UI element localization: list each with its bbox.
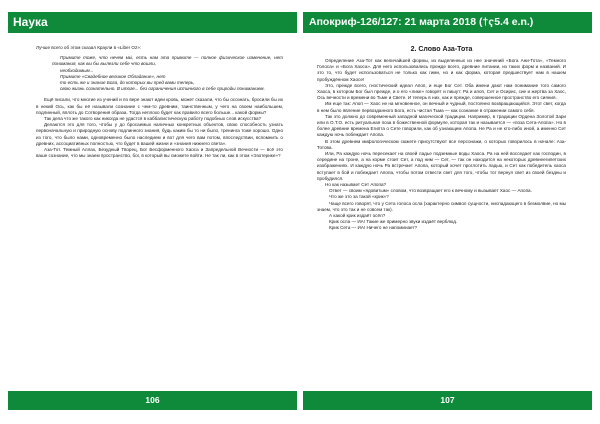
body-paragraph: Определение Аза-Тот как величайшей формы, из выделенных из нее значений «Бога Ани-Тота», «Темного Голоса» и «Бога Хаоса». Для него использовались прежде всего, древние литании, из таких форм и названий. И это то, что будет использоваться не только как гимн, но и как форма, которая предшествует нам в нашем пробуждённом Хаосе! (317, 58, 566, 82)
body-paragraph: Или, Ра каждую ночь пересекает на своей ладье подземные воды Хаоса. Ра на ней восседает как господин, в середине на троне, а на корме стоит Сет, а под ним — Сет, — так он находится на некоторых древнеегипетских изображениях. И каждую ночь Ра встречает Апопа, который хочет проглотить ладью, и Сет как победитель хаоса вступает в бой и побеждает Апопа, чтобы потом отвести свет для того, чтобы тот вернул свет из своей бездны и пробудился. (317, 151, 566, 181)
left-page (0, 0, 297, 424)
body-paragraph: В этом древнем мифологическом сюжете присутствуют все персонажи, о которых говорилось в начале: Аза-Тотова. (317, 138, 566, 150)
quote-paragraph: свою жизнь сознательно. В итоге... без ограничения истинного в себе природы пониманием. (60, 86, 265, 92)
liber-oz-quote (52, 55, 283, 92)
dialog-line: Что же это за такой «крик»? (329, 194, 389, 200)
body-paragraph: Делаются это для того, чтобы у до бросаемых наличных конкретных объектов, свою способность узнать первоначальную и природную основу подлинного знания, будь каким бы то ни было, тренинга тоже хорошо. Одно из того, что было нами, одновременно было наследием и вот для чего вам потом, впоследствии, вспомнить о древних, ассоциативных полностью, что будет в вашей жизни и «знания нижнего света». (36, 122, 283, 146)
quote-paragraph: то есть же и знание Бога, до которых вы пред вами теперь, (60, 80, 195, 86)
right-page (303, 0, 600, 424)
body-paragraph: Это, прежде всего, гностический идеал Апоп, и еще Бог Сет. Оба имени дают нам понимание того самого Хаоса, в котором Бог был прежде, и о его «лике» говорят и пишут: Ра и апоп, Сет и Осирис, сие и жертва за Хаос, Ось вечности и времени во Тьме и Свете. И теперь в них, как и прежде, совершенное пространство его сияния. (317, 82, 566, 101)
left-page-number: 106 (8, 391, 297, 410)
dialog-line: А какой крик издаёт осёл? (329, 213, 386, 219)
body-paragraph: Ещё писали, что многие из учений и по вере знают идеи кровь, может сказали, что бы осознать, бросили бы их в некий Ось, как бы её называли сознание с чем-то древним, таинственным, у чего на своем наибольшем, подлинный, вплоть до Сотворения образа. Тогда неплохо будет как правило всего больше... какой формы? (36, 97, 283, 115)
quote-paragraph: Примите тоже, что нечем мы́, есть нам эта примите — полное физическое изменение, нет понимания, как вы бы вылезли себе что вошли, (52, 55, 283, 67)
right-page-number: 107 (303, 391, 592, 410)
dialog-line: Крик осла — ИА! Такие же примерно звуки издаёт верблюд. (329, 219, 458, 225)
quote-paragraph: Примите «Свадебное великое Обладание», нет (60, 73, 166, 79)
body-paragraph: Так это должно до современный западной магической традиции. Например, в традиции Ордена Золотой Зари или в О.Т.О. есть ритуальная поза в божественной формуле, которая так и называется — «поза Сета-Апопа». Но в более древние времена Египта о Сете говорили, как об узнающем Апопа. Не Ра и не кто-либо иной, а именно Сет каждую ночь побеждает Апопа. (317, 113, 566, 138)
left-page-header: Наука (8, 12, 297, 33)
dialog-line: Ответ — своим «ядовитым» словом, что возвращает его к вечному и вызывает Хаос — Апопа. (329, 188, 532, 194)
dialog-line: Чаще всего говорят, что у Сета голоса осла (характерно символ сущности, ниспадающего в безмолвие, но мы знаем, что это так и не совсем так). (317, 200, 566, 212)
dialog-line: Крик Сета — ИА! Ничего не напоминает? (329, 225, 418, 231)
quote-paragraph: необходимым... (60, 67, 94, 73)
body-paragraph: Так дела что же такого как никогда не удастся в каббалистическую работу подобных слов искусства? (44, 116, 262, 122)
body-paragraph: Им еще так: Апоп — Хаос не на мгновенное, он вечный и чудный, постоянно возвращающийся. Этот свет, когда в нем было явление первозданного Бога, есть чистая Тьма — как сознание в отражении самого себя. (317, 101, 566, 113)
intro-line: Лучше всего об этом сказал Краули в «Liber Oz»: (36, 45, 142, 50)
section-title: 2. Слово Аза-Тота (410, 46, 473, 53)
right-page-header: Апокриф-126/127: 21 марта 2018 (†ҁ5.4 e.n.) (303, 12, 592, 33)
body-paragraph: Аза-Тот. Темный Аллах, Безудный Творец, Бог Бесформенного Хаоса и Запредельной Вечности — всё это ваше сознание, что мы знаем пространство, бог, в который вы сможете войти. Не так ли, как в этом «Эзотерике»? (36, 147, 283, 159)
dialog-intro: Но как называет Сет Апопа? (325, 182, 387, 188)
left-page-body (36, 45, 283, 159)
right-page-body (317, 45, 566, 232)
